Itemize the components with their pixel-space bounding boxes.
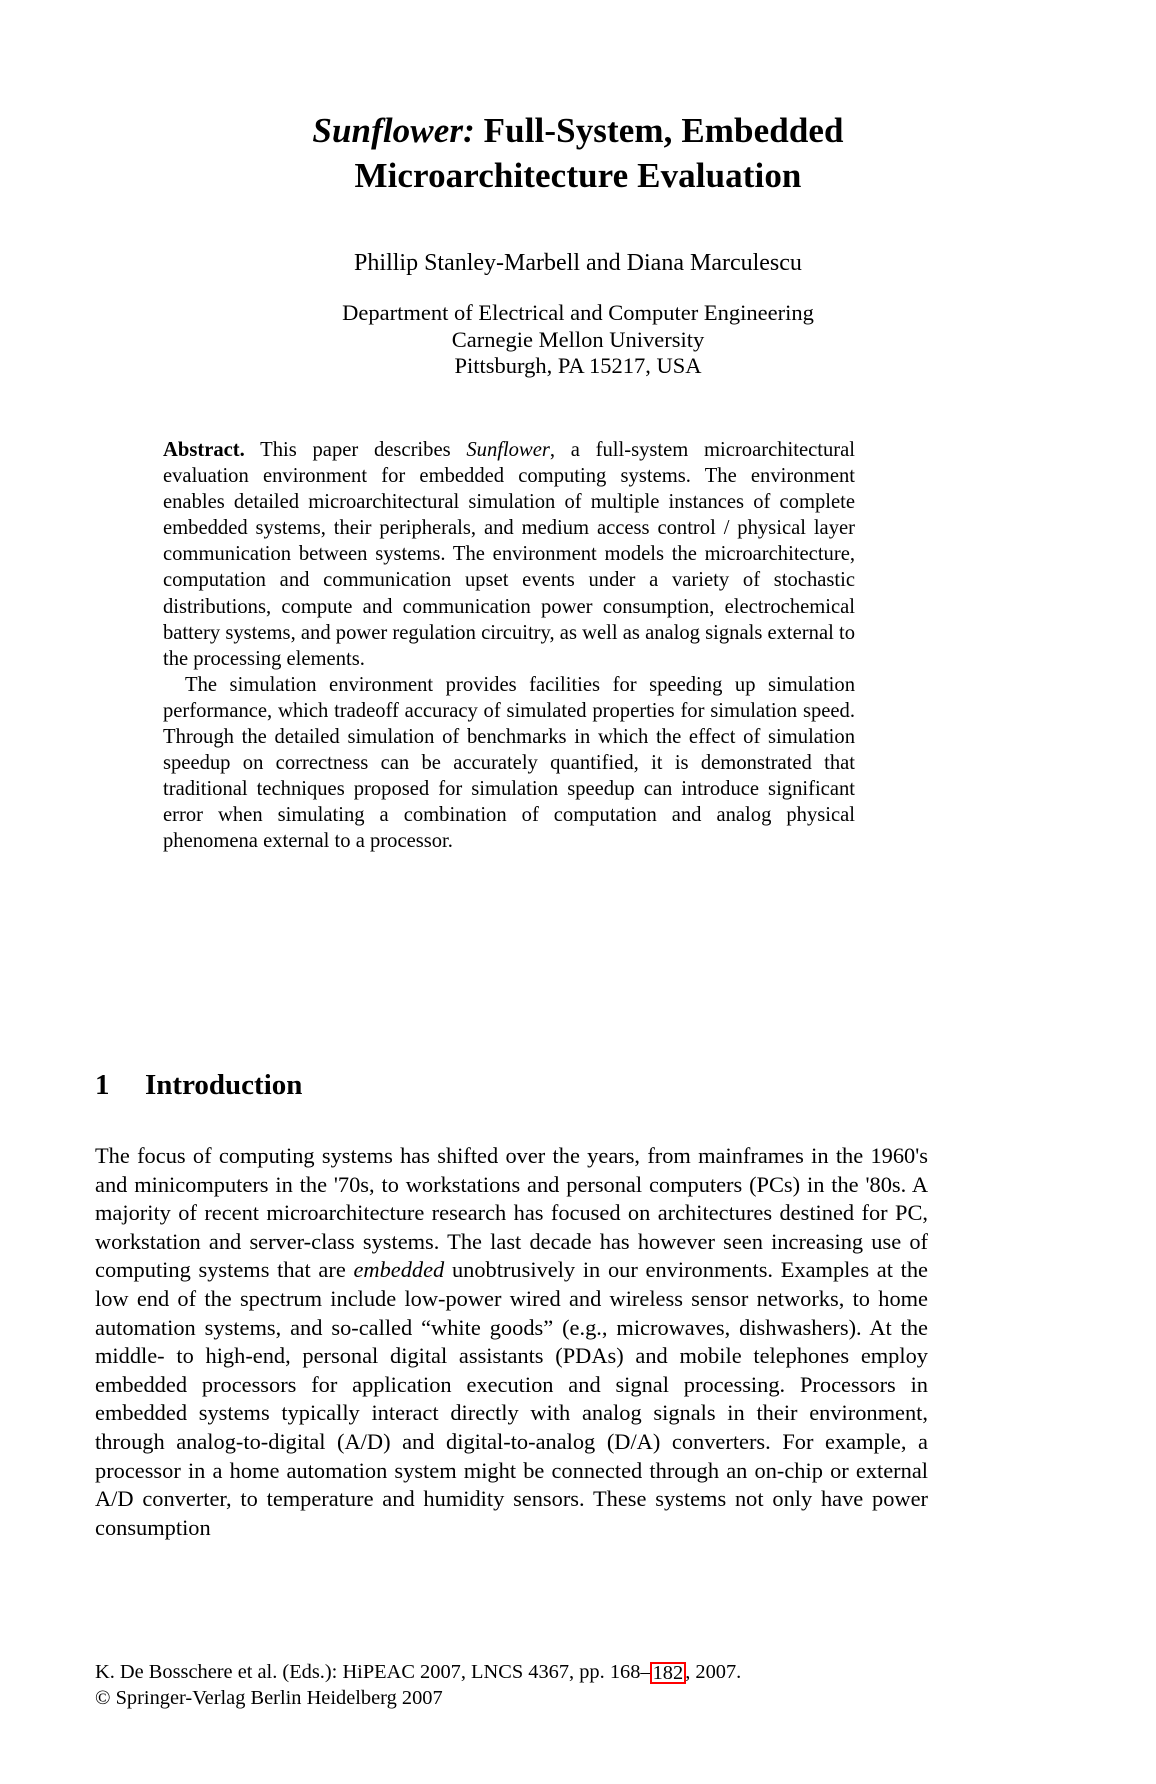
section-number: 1: [95, 1069, 110, 1101]
page-range-link[interactable]: 182: [650, 1662, 687, 1684]
abstract-paragraph-1: [163, 437, 855, 672]
body-p1-seg1: The focus of computing systems has shifted over the years, from mainframes in the 1960's and minicomputers in the '70s, to workstations and personal computers (PCs) in the '80s. A majority of recent microarchitecture research has focused on architectures destined for PC, workstation and server-class systems. The last decade has however seen increasing use of computing systems that are: [95, 1143, 928, 1283]
abstract-paragraph-2: The simulation environment provides facilities for speeding up simulation performance, which tradeoff accuracy of simulated properties for simulation speed. Through the detailed simulation of benchmarks in which the effect of simulation speedup on correctness can be accurately quantified, it is demonstrated that traditional techniques proposed for simulation speedup can introduce significant error when simulating a combination of computation and analog physical phenomena external to a processor.: [163, 673, 855, 853]
footer-citation-line: [95, 1660, 935, 1686]
footer-citation-post: , 2007.: [685, 1661, 742, 1683]
abstract-emphasis-term: Sunflower: [466, 439, 550, 461]
page-footer: [95, 1660, 935, 1711]
section-heading-introduction: [95, 1068, 925, 1102]
body-paragraph-1: [95, 1142, 928, 1542]
title-main-line1: Full-System, Embedded: [474, 111, 844, 150]
author-list: Phillip Stanley-Marbell and Diana Marculescu: [354, 250, 802, 276]
abstract-label: Abstract.: [163, 439, 245, 461]
title-main-line2: Microarchitecture Evaluation: [354, 156, 802, 195]
body-p1-emphasis: embedded: [353, 1257, 445, 1283]
affiliation-department: Department of Electrical and Computer Engineering: [342, 300, 814, 325]
footer-copyright-line: © Springer-Verlag Berlin Heidelberg 2007: [95, 1686, 443, 1709]
abstract-section: [163, 437, 855, 855]
body-p1-seg2: unobtrusively in our environments. Examples at the low end of the spectrum include low-power wired and wireless sensor networks, to home automation systems, and so-called “white goods” (e.g., microwaves, dishwashers). At the middle- to high-end, personal digital assistants (PDAs) and mobile telephones employ embedded processors for application execution and signal processing. Processors in embedded systems typically interact directly with analog signals in their environment, through analog-to-digital (A/D) and digital-to-analog (D/A) converters. For example, a processor in a home automation system might be connected through an on-chip or external A/D converter, to temperature and humidity sensors. These systems not only have power consumption: [95, 1257, 928, 1540]
introduction-body: [95, 1142, 928, 1542]
title-italic-term: Sunflower:: [312, 111, 475, 150]
footer-citation-pre: K. De Bosschere et al. (Eds.): HiPEAC 2007, LNCS 4367, pp. 168–: [95, 1661, 651, 1683]
abstract-p1-pre: This paper describes: [244, 439, 467, 461]
abstract-p1-post: , a full-system microarchitectural evaluation environment for embedded computing systems. The environment enables detailed microarchitectural simulation of multiple instances of complete embedded systems, their peripherals, and medium access control / physical layer communication between systems. The environment models the microarchitecture, computation and communication upset events under a variety of stochastic distributions, compute and communication power consumption, electrochemical battery systems, and power regulation circuitry, as well as analog signals external to the processing elements.: [163, 439, 855, 670]
section-title: Introduction: [145, 1069, 303, 1101]
affiliation-university: Carnegie Mellon University: [451, 326, 705, 352]
page-title: [150, 108, 1006, 198]
affiliation-block: [150, 300, 1006, 380]
affiliation-location: Pittsburgh, PA 15217, USA: [454, 353, 702, 378]
